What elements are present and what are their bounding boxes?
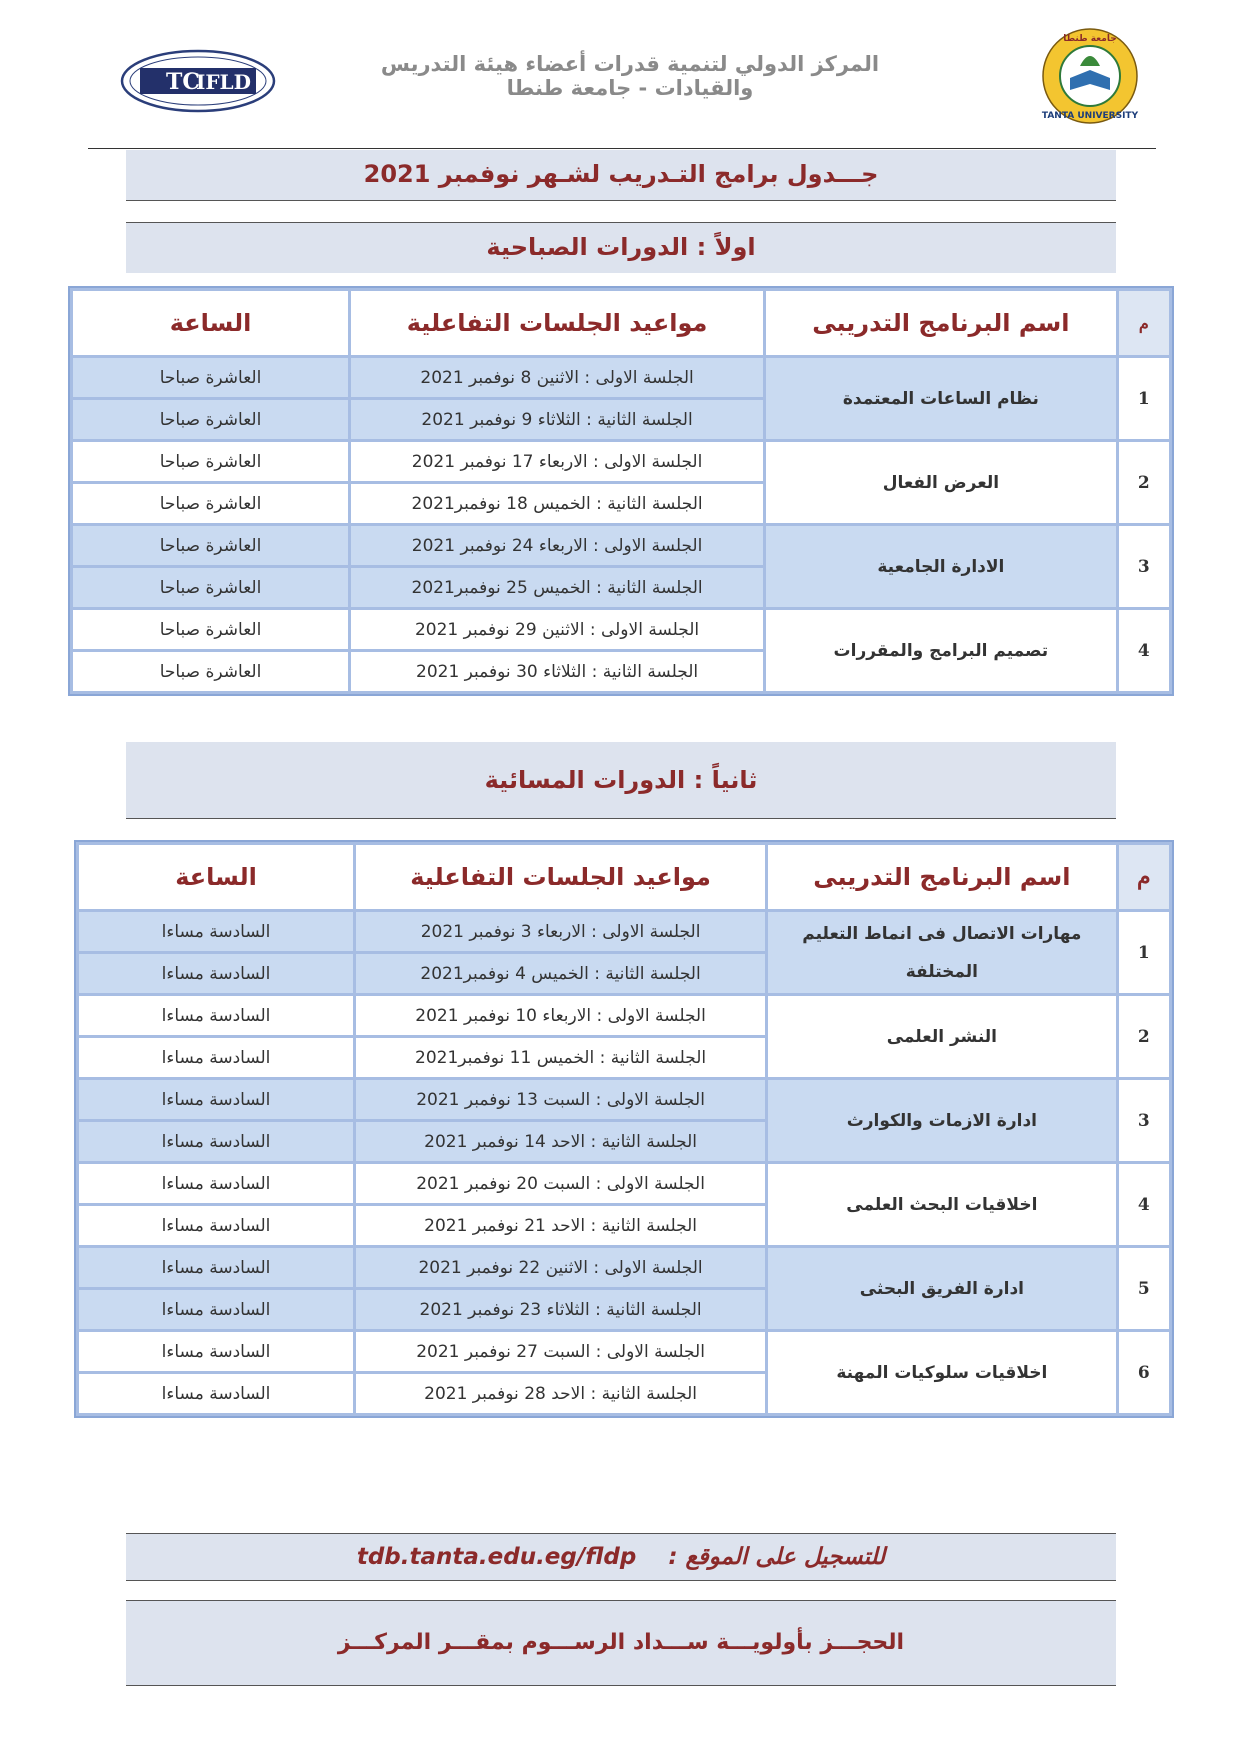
- session-time: السادسة مساءا: [79, 1038, 353, 1077]
- row-number: 1: [1119, 358, 1169, 439]
- table-row: [79, 1248, 1169, 1287]
- morning-schedule-table: [68, 286, 1174, 696]
- session-time: السادسة مساءا: [79, 996, 353, 1035]
- session-second: الجلسة الثانية : الخميس 25 نوفمبر2021: [351, 568, 763, 607]
- program-name: ادارة الازمات والكوارث: [768, 1080, 1116, 1161]
- row-number: 4: [1119, 1164, 1169, 1245]
- row-number: 1: [1119, 912, 1169, 993]
- session-first: الجلسة الاولى : الاربعاء 17 نوفمبر 2021: [351, 442, 763, 481]
- session-time: السادسة مساءا: [79, 1080, 353, 1119]
- session-first: الجلسة الاولى : الاثنين 22 نوفمبر 2021: [356, 1248, 765, 1287]
- program-name: الادارة الجامعية: [766, 526, 1116, 607]
- col-sessions-header: مواعيد الجلسات التفاعلية: [356, 845, 765, 909]
- session-time: العاشرة صباحا: [73, 400, 348, 439]
- row-number: 3: [1119, 526, 1169, 607]
- session-second: الجلسة الثانية : الخميس 18 نوفمبر2021: [351, 484, 763, 523]
- session-second: الجلسة الثانية : الثلاثاء 23 نوفمبر 2021: [356, 1290, 765, 1329]
- page-header: [0, 0, 1241, 150]
- tanta-logo-arabic: جامعة طنطا: [1063, 34, 1117, 44]
- session-first: الجلسة الاولى : الاربعاء 3 نوفمبر 2021: [356, 912, 765, 951]
- tanta-university-logo: [1040, 26, 1140, 126]
- program-name: اخلاقيات سلوكيات المهنة: [768, 1332, 1116, 1413]
- morning-header-row: [73, 291, 1169, 355]
- registration-url[interactable]: tdb.tanta.edu.eg/fldp: [356, 1544, 637, 1570]
- morning-heading: اولاً : الدورات الصباحية: [126, 222, 1116, 273]
- session-time: السادسة مساءا: [79, 1290, 353, 1329]
- table-row: [79, 1164, 1169, 1203]
- session-first: الجلسة الاولى : الاثنين 29 نوفمبر 2021: [351, 610, 763, 649]
- registration-band: [126, 1533, 1116, 1581]
- session-second: الجلسة الثانية : الثلاثاء 30 نوفمبر 2021: [351, 652, 763, 691]
- priority-note: الحجـــز بأولويـــة ســـداد الرســـوم بمقـــر المركـــز: [126, 1600, 1116, 1686]
- session-first: الجلسة الاولى : السبت 13 نوفمبر 2021: [356, 1080, 765, 1119]
- session-time: السادسة مساءا: [79, 1248, 353, 1287]
- col-time-header: الساعة: [73, 291, 348, 355]
- session-second: الجلسة الثانية : الخميس 4 نوفمبر2021: [356, 954, 765, 993]
- program-name: مهارات الاتصال فى انماط التعليم المختلفة: [768, 912, 1116, 993]
- table-row: [79, 996, 1169, 1035]
- table-row: [73, 526, 1169, 565]
- row-number: 5: [1119, 1248, 1169, 1329]
- table-row: [73, 610, 1169, 649]
- program-name: نظام الساعات المعتمدة: [766, 358, 1116, 439]
- session-first: الجلسة الاولى : الاربعاء 10 نوفمبر 2021: [356, 996, 765, 1035]
- session-time: العاشرة صباحا: [73, 568, 348, 607]
- header-divider: [88, 148, 1156, 149]
- ifld-logo-mark: TC: [166, 69, 200, 95]
- col-sessions-header: مواعيد الجلسات التفاعلية: [351, 291, 763, 355]
- col-num-header: م: [1119, 291, 1169, 355]
- col-num-header: م: [1119, 845, 1169, 909]
- program-name: النشر العلمى: [768, 996, 1116, 1077]
- col-time-header: الساعة: [79, 845, 353, 909]
- center-name: المركز الدولي لتنمية قدرات أعضاء هيئة التدريس والقيادات - جامعة طنطا: [380, 52, 880, 100]
- program-name: تصميم البرامج والمقررات: [766, 610, 1116, 691]
- session-time: العاشرة صباحا: [73, 442, 348, 481]
- page-title: جـــدول برامج التـدريب لشـهر نوفمبر 2021: [126, 150, 1116, 201]
- session-first: الجلسة الاولى : الاثنين 8 نوفمبر 2021: [351, 358, 763, 397]
- evening-heading: ثانياً : الدورات المسائية: [126, 742, 1116, 819]
- program-name: ادارة الفريق البحثى: [768, 1248, 1116, 1329]
- session-second: الجلسة الثانية : الخميس 11 نوفمبر2021: [356, 1038, 765, 1077]
- table-row: [79, 1080, 1169, 1119]
- table-row: [79, 912, 1169, 951]
- session-second: الجلسة الثانية : الاحد 28 نوفمبر 2021: [356, 1374, 765, 1413]
- session-time: السادسة مساءا: [79, 1206, 353, 1245]
- row-number: 2: [1119, 442, 1169, 523]
- session-first: الجلسة الاولى : السبت 20 نوفمبر 2021: [356, 1164, 765, 1203]
- session-time: السادسة مساءا: [79, 1122, 353, 1161]
- session-second: الجلسة الثانية : الاحد 14 نوفمبر 2021: [356, 1122, 765, 1161]
- session-time: السادسة مساءا: [79, 912, 353, 951]
- tanta-logo-text: TANTA UNIVERSITY: [1041, 111, 1139, 121]
- session-second: الجلسة الثانية : الاحد 21 نوفمبر 2021: [356, 1206, 765, 1245]
- session-second: الجلسة الثانية : الثلاثاء 9 نوفمبر 2021: [351, 400, 763, 439]
- row-number: 2: [1119, 996, 1169, 1077]
- col-program-header: اسم البرنامج التدريبى: [766, 291, 1116, 355]
- session-time: العاشرة صباحا: [73, 484, 348, 523]
- evening-schedule-table: [74, 840, 1174, 1418]
- ifld-logo: [118, 48, 278, 114]
- table-row: [73, 358, 1169, 397]
- row-number: 6: [1119, 1332, 1169, 1413]
- session-time: العاشرة صباحا: [73, 610, 348, 649]
- program-name: العرض الفعال: [766, 442, 1116, 523]
- session-time: السادسة مساءا: [79, 1332, 353, 1371]
- session-time: العاشرة صباحا: [73, 652, 348, 691]
- registration-label: للتسجيل على الموقع :: [668, 1544, 886, 1570]
- ifld-logo-text: IFLD: [196, 70, 251, 94]
- session-first: الجلسة الاولى : السبت 27 نوفمبر 2021: [356, 1332, 765, 1371]
- evening-header-row: [79, 845, 1169, 909]
- session-first: الجلسة الاولى : الاربعاء 24 نوفمبر 2021: [351, 526, 763, 565]
- row-number: 3: [1119, 1080, 1169, 1161]
- session-time: العاشرة صباحا: [73, 526, 348, 565]
- row-number: 4: [1119, 610, 1169, 691]
- col-program-header: اسم البرنامج التدريبى: [768, 845, 1116, 909]
- table-row: [79, 1332, 1169, 1371]
- program-name: اخلاقيات البحث العلمى: [768, 1164, 1116, 1245]
- session-time: العاشرة صباحا: [73, 358, 348, 397]
- table-row: [73, 442, 1169, 481]
- session-time: السادسة مساءا: [79, 1374, 353, 1413]
- session-time: السادسة مساءا: [79, 954, 353, 993]
- session-time: السادسة مساءا: [79, 1164, 353, 1203]
